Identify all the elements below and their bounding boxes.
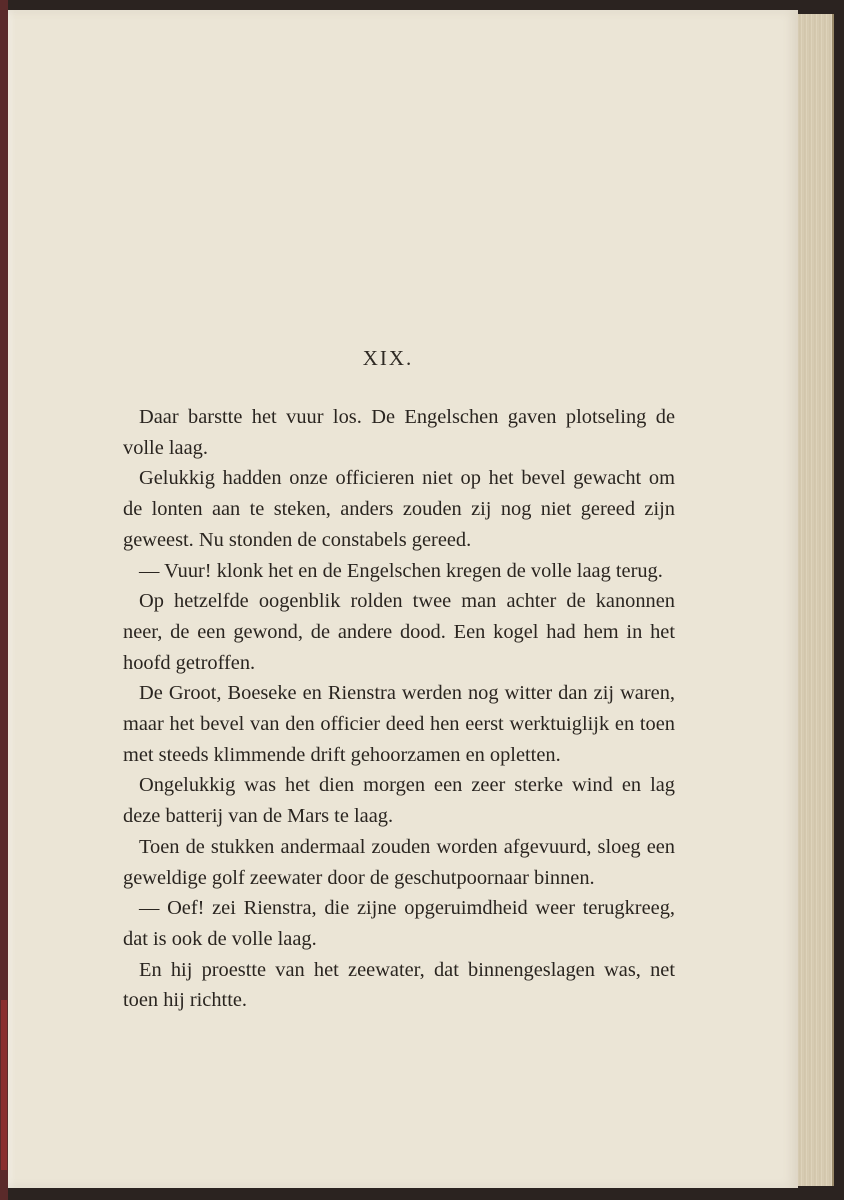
- paragraph-2: Gelukkig hadden onze officieren niet op het bevel gewacht om de lonten aan te steken, anders zouden zij nog niet gereed zijn geweest. Nu stonden de constabels gereed.: [123, 467, 675, 551]
- paragraph-9: En hij proestte van het zeewater, dat binnengeslagen was, net toen hij richtte.: [123, 958, 675, 1012]
- paragraph-5: De Groot, Boeseke en Rienstra werden nog witter dan zij waren, maar het bevel van den officier deed hen eerst werktuiglijk en toen met steeds klimmende drift gehoorzamen en opletten.: [123, 682, 675, 766]
- spine-ribbon: [1, 1000, 7, 1170]
- book-page: [8, 10, 798, 1188]
- paragraph-8: — Oef! zei Rienstra, die zijne opgeruimdheid weer terugkreeg, dat is ook de volle laag.: [123, 897, 675, 950]
- book-spine: [0, 0, 8, 1200]
- chapter-heading: XIX.: [362, 346, 414, 370]
- paragraph-6: Ongelukkig was het dien morgen een zeer sterke wind en lag deze batterij van de Mars te laag.: [123, 774, 675, 828]
- body-text: [123, 402, 675, 1016]
- paragraph-1: Daar barstte het vuur los. De Engelschen gaven plotseling de volle laag.: [123, 406, 675, 459]
- paragraph-3: — Vuur! klonk het en de Engelschen kregen de volle laag terug.: [139, 559, 663, 582]
- paragraph-7: Toen de stukken andermaal zouden worden afgevuurd, sloeg een geweldige golf zeewater door de geschutpoornaar binnen.: [123, 835, 675, 889]
- page-edges: [798, 14, 834, 1186]
- paragraph-4: Op hetzelfde oogenblik rolden twee man achter de kanonnen neer, de een gewond, de andere dood. Een kogel had hem in het hoofd getroffen.: [123, 590, 675, 674]
